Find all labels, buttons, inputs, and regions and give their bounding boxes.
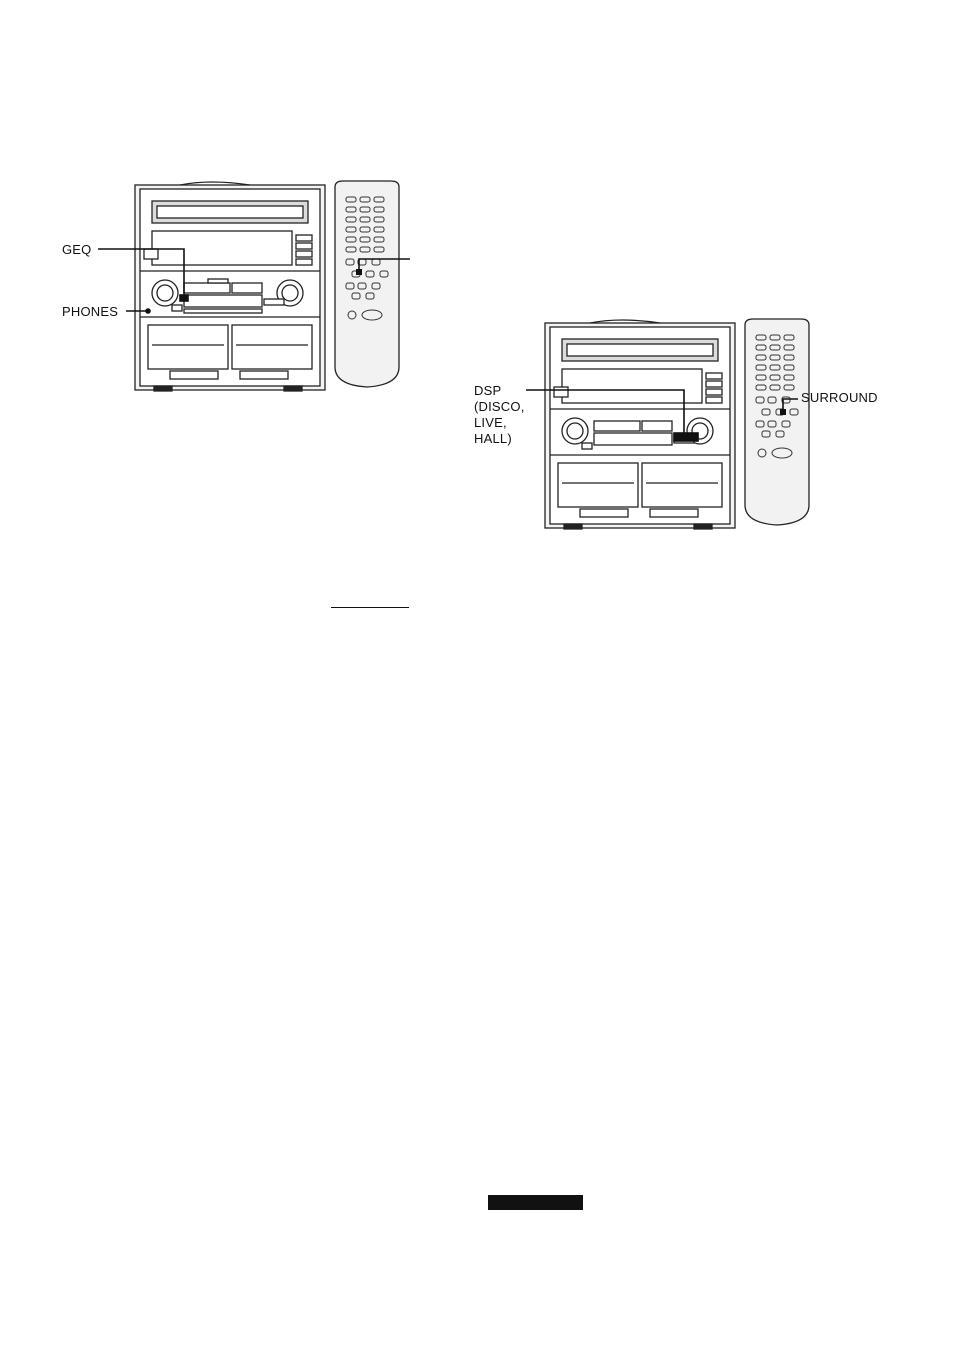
remote-control-left bbox=[335, 181, 399, 387]
dsp-label-line1: DSP bbox=[474, 383, 502, 398]
dsp-label-line2: (DISCO, bbox=[474, 399, 525, 414]
phones-label: PHONES bbox=[62, 304, 119, 319]
dsp-label-line4: HALL) bbox=[474, 431, 512, 446]
stereo-main-unit bbox=[135, 182, 325, 391]
stereo-and-remote-illustration-left bbox=[60, 175, 420, 400]
dsp-label-line3: LIVE, bbox=[474, 415, 507, 430]
surround-label: SURROUND bbox=[801, 390, 878, 405]
stereo-and-remote-illustration-right bbox=[470, 313, 910, 538]
stereo-main-unit bbox=[545, 320, 735, 529]
figure-left-stereo-system bbox=[60, 175, 420, 400]
remote-control-right bbox=[745, 319, 809, 525]
section-heading-bar bbox=[488, 1195, 583, 1210]
section-rule-left bbox=[331, 607, 409, 608]
figure-right-stereo-system bbox=[470, 313, 910, 538]
geq-label: GEQ bbox=[62, 242, 92, 257]
